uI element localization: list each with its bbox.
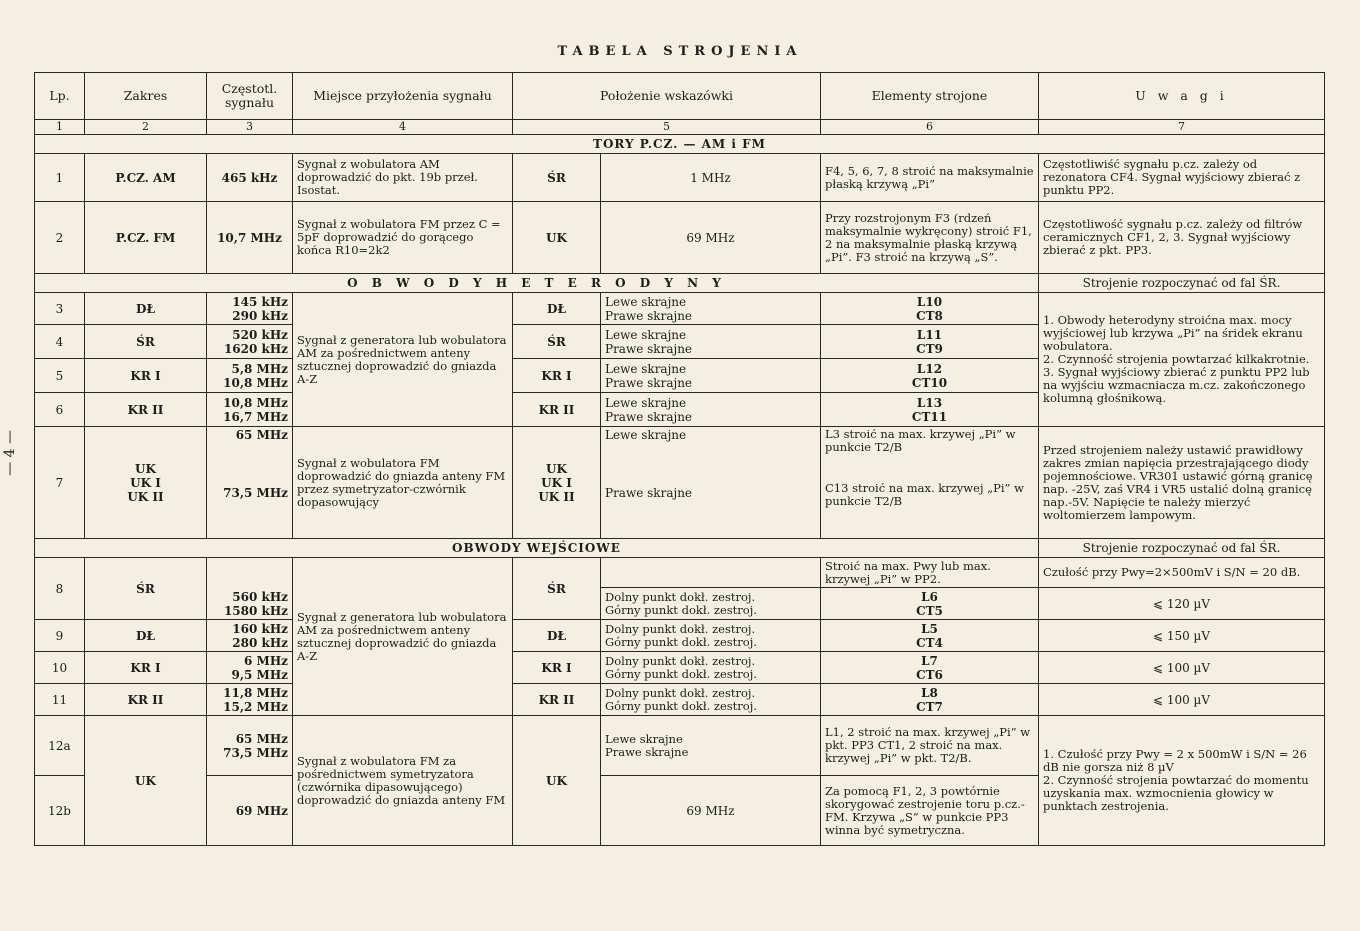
cell-elementy <box>821 652 1039 684</box>
table-row <box>35 620 1325 652</box>
cell-freq <box>207 393 293 427</box>
freq-high: 15,2 MHz <box>223 699 288 714</box>
cell-zakres2: KR I <box>513 652 601 684</box>
pol-high: Górny punkt dokł. zestroj. <box>605 602 757 617</box>
cell-lp: 8 <box>35 558 85 620</box>
freq-high: 73,5 MHz <box>223 745 288 760</box>
cell-polozenie <box>601 359 821 393</box>
col-number: 3 <box>207 120 293 135</box>
cell-elementy <box>821 359 1039 393</box>
cell-lp: 11 <box>35 684 85 716</box>
pol-low: Lewe skrajne <box>605 327 687 342</box>
freq-low: 5,8 MHz <box>231 361 288 376</box>
pol-high: Górny punkt dokł. zestroj. <box>605 666 757 681</box>
header-lp: Lp. <box>35 73 85 120</box>
header-miejsce: Miejsce przyłożenia sygnału <box>293 73 513 120</box>
freq-high: 10,8 MHz <box>223 375 288 390</box>
cell-elementy <box>821 393 1039 427</box>
cell-miejsce: Sygnał z wobulatora FM za pośrednictwem symetryzatora (czwórnika dipasowującego) doprowadzić do gniazda anteny FM <box>293 716 513 846</box>
element-coil: L3 stroić na max. krzywej „Pi” w punkcie T2/B <box>825 427 1016 454</box>
cell-uwagi: ⩽ 100 µV <box>1039 684 1325 716</box>
freq-low: 520 kHz <box>232 327 288 342</box>
cell-miejsce: Sygnał z wobulatora AM doprowadzić do pkt. 19b przeł. Isostat. <box>293 154 513 202</box>
cell-elementy <box>821 620 1039 652</box>
cell-zakres: KR II <box>85 684 207 716</box>
cell-zakres: P.CZ. AM <box>85 154 207 202</box>
element-trimmer: CT8 <box>916 308 943 323</box>
pol-low: Dolny punkt dokł. zestroj. <box>605 589 756 604</box>
freq-high: 9,5 MHz <box>231 667 288 682</box>
element-coil: L7 <box>921 653 938 668</box>
freq-high: 1620 kHz <box>223 341 288 356</box>
cell-miejsce: Sygnał z wobulatora FM doprowadzić do gniazda anteny FM przez symetryzator-czwórnik dopasowujący <box>293 427 513 539</box>
pol-low: Dolny punkt dokł. zestroj. <box>605 621 756 636</box>
cell-elementy: Stroić na max. Pwy lub max. krzywej „Pi” w PP2. <box>821 558 1039 588</box>
col-number: 5 <box>513 120 821 135</box>
cell-zakres: DŁ <box>85 293 207 325</box>
cell-miejsce: Sygnał z generatora lub wobulatora AM za pośrednictwem anteny sztucznej doprowadzić do gniazda A-Z <box>293 558 513 716</box>
pol-low: Lewe skrajne <box>605 361 687 376</box>
cell-uwagi: ⩽ 150 µV <box>1039 620 1325 652</box>
element-coil: L13 <box>916 395 943 410</box>
element-trimmer: C13 stroić na max. krzywej „Pi” w punkcie T2/B <box>825 481 1024 508</box>
pol-high: Prawe skrajne <box>605 744 689 759</box>
section-note: Strojenie rozpoczynać od fal ŚR. <box>1039 539 1325 558</box>
cell-uwagi: ⩽ 100 µV <box>1039 652 1325 684</box>
pol-low: Dolny punkt dokł. zestroj. <box>605 653 756 668</box>
cell-elementy: Przy rozstrojonym F3 (rdzeń maksymalnie wykręcony) stroić F1, 2 na maksymalnie płaską krzywą „Pi”. F3 stroić na krzywą „S”. <box>821 202 1039 274</box>
header-uwagi: U w a g i <box>1039 73 1325 120</box>
page-number: — 4 — <box>2 430 18 476</box>
note-item: 2. Czynność strojenia powtarzać kilkakrotnie. <box>1043 352 1310 366</box>
cell-elementy <box>821 325 1039 359</box>
pol-high: Prawe skrajne <box>605 375 693 390</box>
cell-elementy: F4, 5, 6, 7, 8 stroić na maksymalnie płaską krzywą „Pi” <box>821 154 1039 202</box>
pol-high: Prawe skrajne <box>605 409 693 424</box>
element-trimmer: CT7 <box>916 699 943 714</box>
cell-miejsce: Sygnał z generatora lub wobulatora AM za pośrednictwem anteny sztucznej doprowadzić do gniazda A-Z <box>293 293 513 427</box>
cell-elementy <box>821 293 1039 325</box>
freq-low: 145 kHz <box>232 294 288 309</box>
cell-lp: 3 <box>35 293 85 325</box>
element-coil: L8 <box>921 685 938 700</box>
freq-low: 10,8 MHz <box>223 395 288 410</box>
cell-polozenie <box>601 293 821 325</box>
cell-lp: 6 <box>35 393 85 427</box>
cell-lp: 1 <box>35 154 85 202</box>
element-trimmer: CT5 <box>916 603 943 618</box>
pol-high: Prawe skrajne <box>605 341 693 356</box>
cell-zakres2: KR II <box>513 393 601 427</box>
freq-high: 1580 kHz <box>223 604 288 618</box>
cell-lp: 2 <box>35 202 85 274</box>
table-row <box>35 684 1325 716</box>
freq-low: 560 kHz <box>232 590 288 604</box>
cell-freq <box>207 293 293 325</box>
section-header <box>35 135 1325 154</box>
cell-freq <box>207 684 293 716</box>
element-coil: L10 <box>916 294 943 309</box>
cell-zakres: UK UK I UK II <box>85 427 207 539</box>
cell-lp: 12b <box>35 776 85 846</box>
cell-elementy: L1, 2 stroić na max. krzywej „Pi” w pkt. PP3 CT1, 2 stroić na max. krzywej „Pi” w pkt. T2/B. <box>821 716 1039 776</box>
cell-freq <box>207 652 293 684</box>
freq-low: 160 kHz <box>232 621 288 636</box>
cell-polozenie: 69 MHz <box>601 202 821 274</box>
header-polozenie: Położenie wskazówki <box>513 73 821 120</box>
cell-zakres: UK <box>85 716 207 846</box>
header-elementy: Elementy strojone <box>821 73 1039 120</box>
table-row <box>35 202 1325 274</box>
pol-high: Górny punkt dokł. zestroj. <box>605 634 757 649</box>
cell-polozenie: 1 MHz <box>601 154 821 202</box>
freq-low: 11,8 MHz <box>223 685 288 700</box>
cell-polozenie <box>601 393 821 427</box>
freq-low: 65 MHz <box>235 731 288 746</box>
cell-zakres2: KR II <box>513 684 601 716</box>
cell-zakres: KR I <box>85 359 207 393</box>
cell-zakres2: ŚR <box>513 558 601 620</box>
element-coil: L12 <box>916 361 943 376</box>
pol-high: Prawe skrajne <box>605 486 693 500</box>
table-row <box>35 652 1325 684</box>
cell-freq <box>207 558 293 620</box>
freq-high: 16,7 MHz <box>223 409 288 424</box>
cell-elementy <box>821 588 1039 620</box>
pol-low: Lewe skrajne <box>605 428 687 442</box>
cell-polozenie <box>601 325 821 359</box>
cell-uwagi: Częstotliwiść sygnału p.cz. zależy od rezonatora CF4. Sygnał wyjściowy zbierać z punktu PP2. <box>1039 154 1325 202</box>
cell-lp: 5 <box>35 359 85 393</box>
cell-freq: 69 MHz <box>207 776 293 846</box>
pol-high: Prawe skrajne <box>605 308 693 323</box>
cell-uwagi: Czułość przy Pwy=2×500mV i S/N = 20 dB. <box>1039 558 1325 588</box>
element-trimmer: CT9 <box>916 341 943 356</box>
cell-zakres2: UK UK I UK II <box>513 427 601 539</box>
header-zakres: Zakres <box>85 73 207 120</box>
col-number: 4 <box>293 120 513 135</box>
cell-zakres: DŁ <box>85 620 207 652</box>
col-number: 6 <box>821 120 1039 135</box>
element-coil: L5 <box>921 621 938 636</box>
cell-lp: 4 <box>35 325 85 359</box>
cell-zakres2: DŁ <box>513 293 601 325</box>
freq-high: 280 kHz <box>232 635 288 650</box>
cell-elementy <box>821 427 1039 539</box>
pol-low: Lewe skrajne <box>605 294 687 309</box>
cell-polozenie <box>601 652 821 684</box>
tuning-table <box>34 72 1324 846</box>
section-header <box>35 274 1325 293</box>
pol-low: Lewe skrajne <box>605 731 683 746</box>
cell-uwagi <box>1039 293 1325 427</box>
table-row <box>35 427 1325 539</box>
cell-zakres: ŚR <box>85 558 207 620</box>
table-row <box>35 154 1325 202</box>
cell-lp: 9 <box>35 620 85 652</box>
cell-polozenie <box>601 684 821 716</box>
cell-zakres: KR II <box>85 393 207 427</box>
cell-miejsce: Sygnał z wobulatora FM przez C = 5pF doprowadzić do gorącego końca R10=2k2 <box>293 202 513 274</box>
freq-high: 73,5 MHz <box>223 486 288 500</box>
section-note: Strojenie rozpoczynać od fal ŚR. <box>1039 274 1325 293</box>
cell-freq: 10,7 MHz <box>207 202 293 274</box>
column-numbers-row <box>35 120 1325 135</box>
cell-freq <box>207 620 293 652</box>
element-coil: L6 <box>921 589 938 604</box>
cell-uwagi <box>1039 716 1325 846</box>
section-title: OBWODY WEJŚCIOWE <box>35 539 1039 558</box>
element-coil: L11 <box>916 327 943 342</box>
freq-low: 65 MHz <box>235 428 288 442</box>
cell-zakres2: DŁ <box>513 620 601 652</box>
cell-polozenie <box>601 588 821 620</box>
cell-freq <box>207 359 293 393</box>
cell-zakres: P.CZ. FM <box>85 202 207 274</box>
header-freq: Częstotl. sygnału <box>207 73 293 120</box>
cell-elementy: Za pomocą F1, 2, 3 powtórnie skorygować zestrojenie toru p.cz.-FM. Krzywa „S” w punkcie PP3 winna być symetryczna. <box>821 776 1039 846</box>
cell-uwagi: ⩽ 120 µV <box>1039 588 1325 620</box>
cell-freq <box>207 325 293 359</box>
note-item: 2. Czynność strojenia powtarzać do momentu uzyskania max. wzmocnienia głowicy w punktach zestrojenia. <box>1043 773 1309 813</box>
cell-elementy <box>821 684 1039 716</box>
cell-polozenie <box>601 716 821 776</box>
cell-polozenie <box>601 620 821 652</box>
pol-low: Dolny punkt dokł. zestroj. <box>605 685 756 700</box>
cell-zakres2: ŚR <box>513 154 601 202</box>
col-number: 1 <box>35 120 85 135</box>
cell-uwagi: Częstotliwość sygnału p.cz. zależy od filtrów ceramicznych CF1, 2, 3. Sygnał wyjściowy zbierać z pkt. PP3. <box>1039 202 1325 274</box>
cell-lp: 10 <box>35 652 85 684</box>
cell-lp: 12a <box>35 716 85 776</box>
element-trimmer: CT6 <box>916 667 943 682</box>
cell-zakres2: UK <box>513 202 601 274</box>
note-item: 3. Sygnał wyjściowy zbierać z punktu PP2 lub na wyjściu wzmacniacza m.cz. zakończonego kolumną głośnikową. <box>1043 365 1310 405</box>
table-row <box>35 558 1325 588</box>
pol-high: Górny punkt dokł. zestroj. <box>605 698 757 713</box>
note-item: 1. Obwody heterodyny stroićna max. mocy wyjściowej lub krzywa „Pi” na śridek ekranu wobulatora. <box>1043 313 1303 353</box>
page-title: TABELA STROJENIA <box>557 44 803 59</box>
element-trimmer: CT4 <box>916 635 943 650</box>
col-number: 2 <box>85 120 207 135</box>
table-row <box>35 716 1325 776</box>
cell-freq <box>207 427 293 539</box>
cell-zakres: ŚR <box>85 325 207 359</box>
cell-freq: 465 kHz <box>207 154 293 202</box>
cell-zakres2: UK <box>513 716 601 846</box>
cell-zakres: KR I <box>85 652 207 684</box>
cell-zakres2: KR I <box>513 359 601 393</box>
cell-polozenie-empty <box>601 558 821 588</box>
cell-uwagi: Przed strojeniem należy ustawić prawidłowy zakres zmian napięcia przestrajającego diody pojemnościowe. VR301 ustawić górną granicę nap. -25V, zaś VR4 i VR5 ustalić dolną granicę nap.-5V. Napięcie te należy mierzyć woltomierzem lampowym. <box>1039 427 1325 539</box>
element-trimmer: CT11 <box>911 409 948 424</box>
section-header <box>35 539 1325 558</box>
cell-polozenie: 69 MHz <box>601 776 821 846</box>
note-item: 1. Czułość przy Pwy = 2 x 500mW i S/N = 26 dB nie gorsza niż 8 µV <box>1043 747 1307 774</box>
cell-polozenie <box>601 427 821 539</box>
pol-low: Lewe skrajne <box>605 395 687 410</box>
section-title: O B W O D Y H E T E R O D Y N Y <box>35 274 1039 293</box>
freq-low: 6 MHz <box>244 653 288 668</box>
table-row <box>35 293 1325 325</box>
cell-freq <box>207 716 293 776</box>
col-number: 7 <box>1039 120 1325 135</box>
section-title: TORY P.CZ. — AM i FM <box>35 135 1325 154</box>
element-trimmer: CT10 <box>911 375 948 390</box>
cell-lp: 7 <box>35 427 85 539</box>
header-row <box>35 73 1325 120</box>
freq-high: 290 kHz <box>232 308 288 323</box>
cell-zakres2: ŚR <box>513 325 601 359</box>
